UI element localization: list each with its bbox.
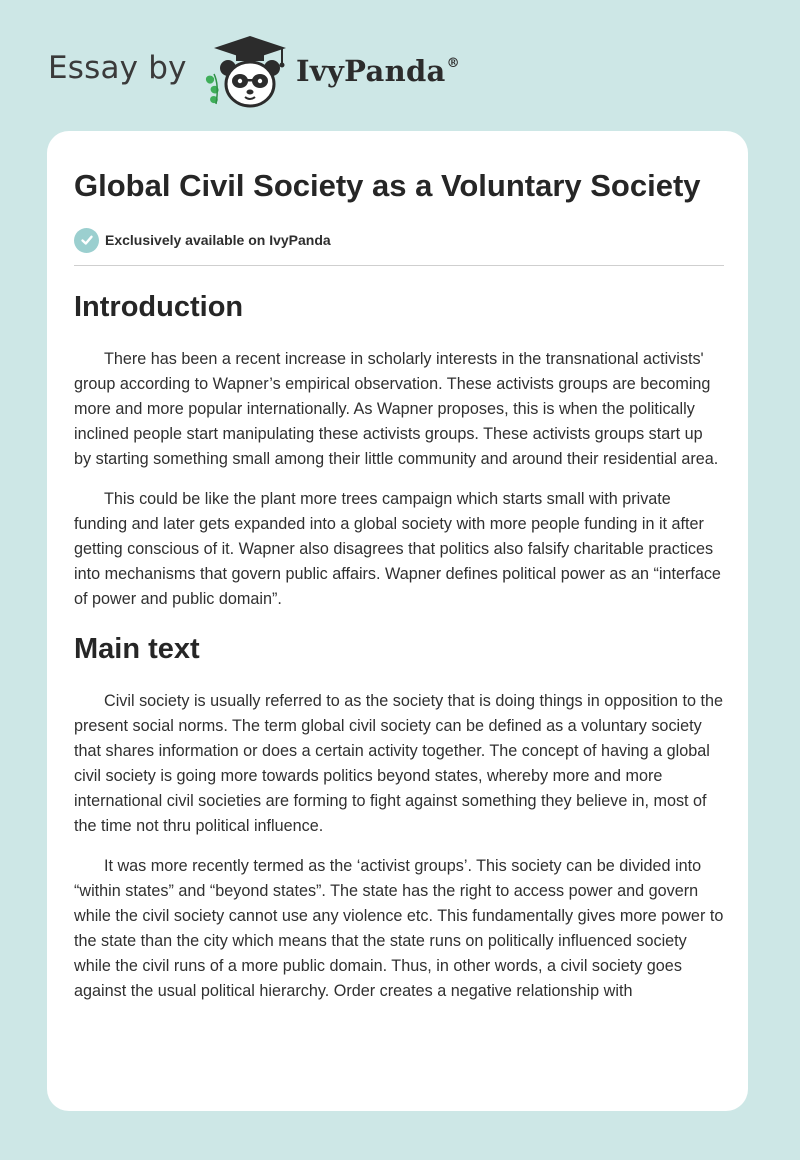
registered-mark: ®: [446, 56, 460, 71]
exclusive-badge: [74, 227, 724, 253]
paragraph: This could be like the plant more trees campaign which starts small with private funding and later gets expanded into a global society with more people funding in it after getting conscious of it. Wapner also disagrees that politics also falsify charitable practices into mechanisms that govern public affairs. Wapner defines political power as an “interface of power and public domain”.: [74, 490, 721, 608]
brand-name[interactable]: [296, 54, 460, 88]
site-header: [48, 34, 548, 114]
section-heading: Introduction: [74, 291, 244, 323]
exclusive-label: Exclusively available on IvyPanda: [105, 232, 331, 248]
section-heading: Main text: [74, 633, 200, 665]
essay-by-label: Essay by: [48, 50, 187, 86]
essay-card: [47, 131, 748, 1111]
essay-content: [74, 165, 724, 1004]
check-icon: [74, 228, 99, 253]
paragraph: There has been a recent increase in scholarly interests in the transnational activists' group according to Wapner’s empirical observation. These activists groups are becoming more and more popular internationally. As Wapner proposes, this is when the politically inclined people start manipulating these activists groups. These activists groups start up by starting something small among their little community and around their residential area.: [74, 350, 719, 468]
ivy-leaf-icon: [206, 74, 219, 104]
essay-title: Global Civil Society as a Voluntary Society: [74, 168, 701, 203]
paragraph: Civil society is usually referred to as the society that is doing things in opposition to the present social norms. The term global civil society can be defined as a voluntary society that shares information or does a certain activity together. The concept of having a global civil society is going more towards politics beyond states, whereby more and more international civil societies are forming to fight against something they believe in, most of the time not thru political influence.: [74, 692, 724, 835]
panda-logo-icon[interactable]: [202, 34, 292, 110]
divider: [74, 265, 724, 266]
brand-text: IvyPanda: [296, 54, 446, 88]
paragraph: It was more recently termed as the ‘activist groups’. This society can be divided into “within states” and “beyond states”. The state has the right to access power and govern while the civil society cannot use any violence etc. This fundamentally gives more power to the state than the city which means that the state runs on politically influenced society while the civil runs of a more public domain. Thus, in other words, a civil society goes against the usual political hierarchy. Order creates a negative relationship with: [74, 857, 724, 1000]
